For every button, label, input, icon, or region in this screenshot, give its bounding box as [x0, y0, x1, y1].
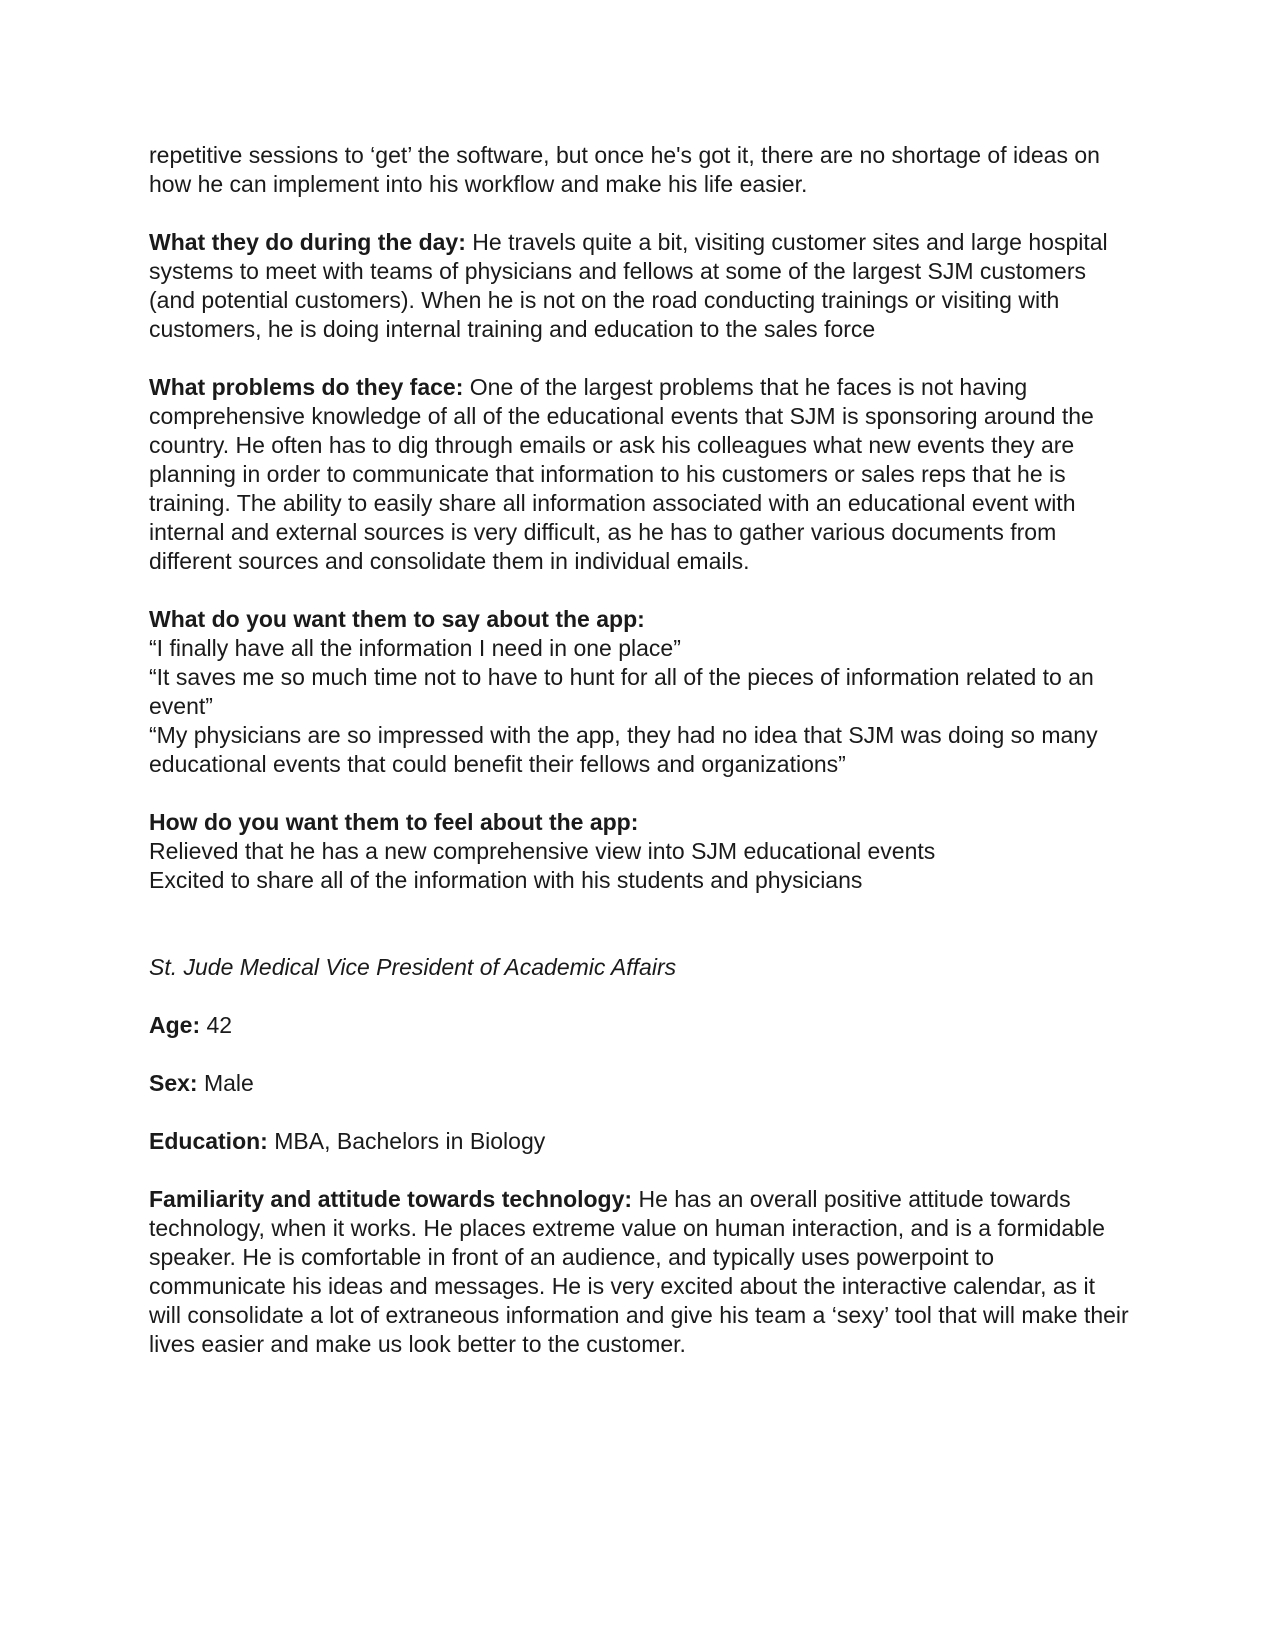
daily-activities-label: What they do during the day:: [149, 229, 466, 255]
education-field: [149, 1127, 1129, 1156]
say-about-app-label: What do you want them to say about the app:: [149, 606, 645, 632]
sex-field: [149, 1069, 1129, 1098]
age-value: 42: [200, 1012, 233, 1038]
say-about-app-section: [149, 605, 1129, 779]
quote-2: “It saves me so much time not to have to hunt for all of the pieces of information related to an event”: [149, 664, 1094, 719]
technology-attitude-label: Familiarity and attitude towards technology:: [149, 1186, 633, 1212]
feel-about-app-label: How do you want them to feel about the app:: [149, 809, 639, 835]
problems-label: What problems do they face:: [149, 374, 464, 400]
technology-attitude-paragraph: [149, 1185, 1129, 1359]
age-label: Age:: [149, 1012, 201, 1038]
problems-text: One of the largest problems that he faces is not having comprehensive knowledge of all of the educational events that SJM is sponsoring around the country. He often has to dig through emails or ask his colleagues what new events they are planning in order to communicate that information to his customers or sales reps that he is training. The ability to easily share all information associated with an educational event with internal and external sources is very difficult, as he has to gather various documents from different sources and consolidate them in individual emails.: [149, 374, 1094, 574]
education-label: Education:: [149, 1128, 268, 1154]
quote-1: “I finally have all the information I need in one place”: [149, 635, 681, 661]
feel-about-app-section: [149, 808, 1129, 895]
education-value: MBA, Bachelors in Biology: [267, 1128, 546, 1154]
document-page: [149, 141, 1129, 1388]
persona-title: St. Jude Medical Vice President of Academic Affairs: [149, 954, 677, 980]
feel-line-2: Excited to share all of the information with his students and physicians: [149, 867, 863, 893]
daily-activities-paragraph: [149, 228, 1129, 344]
quote-3: “My physicians are so impressed with the app, they had no idea that SJM was doing so many educational events that could benefit their fellows and organizations”: [149, 722, 1098, 777]
sex-label: Sex:: [149, 1070, 198, 1096]
age-field: [149, 1011, 1129, 1040]
sex-value: Male: [197, 1070, 254, 1096]
feel-line-1: Relieved that he has a new comprehensive view into SJM educational events: [149, 838, 936, 864]
problems-paragraph: [149, 373, 1129, 576]
intro-paragraph: [149, 141, 1129, 199]
intro-text: repetitive sessions to ‘get’ the software, but once he's got it, there are no shortage of ideas on how he can implement into his workflow and make his life easier.: [149, 142, 1100, 197]
daily-activities-text: He travels quite a bit, visiting customer sites and large hospital systems to meet with teams of physicians and fellows at some of the largest SJM customers (and potential customers). When he is not on the road conducting trainings or visiting with customers, he is doing internal training and education to the sales force: [149, 229, 1108, 342]
technology-attitude-text: He has an overall positive attitude towards technology, when it works. He places extreme value on human interaction, and is a formidable speaker. He is comfortable in front of an audience, and typically uses powerpoint to communicate his ideas and messages. He is very excited about the interactive calendar, as it will consolidate a lot of extraneous information and give his team a ‘sexy’ tool that will make their lives easier and make us look better to the customer.: [149, 1186, 1129, 1357]
